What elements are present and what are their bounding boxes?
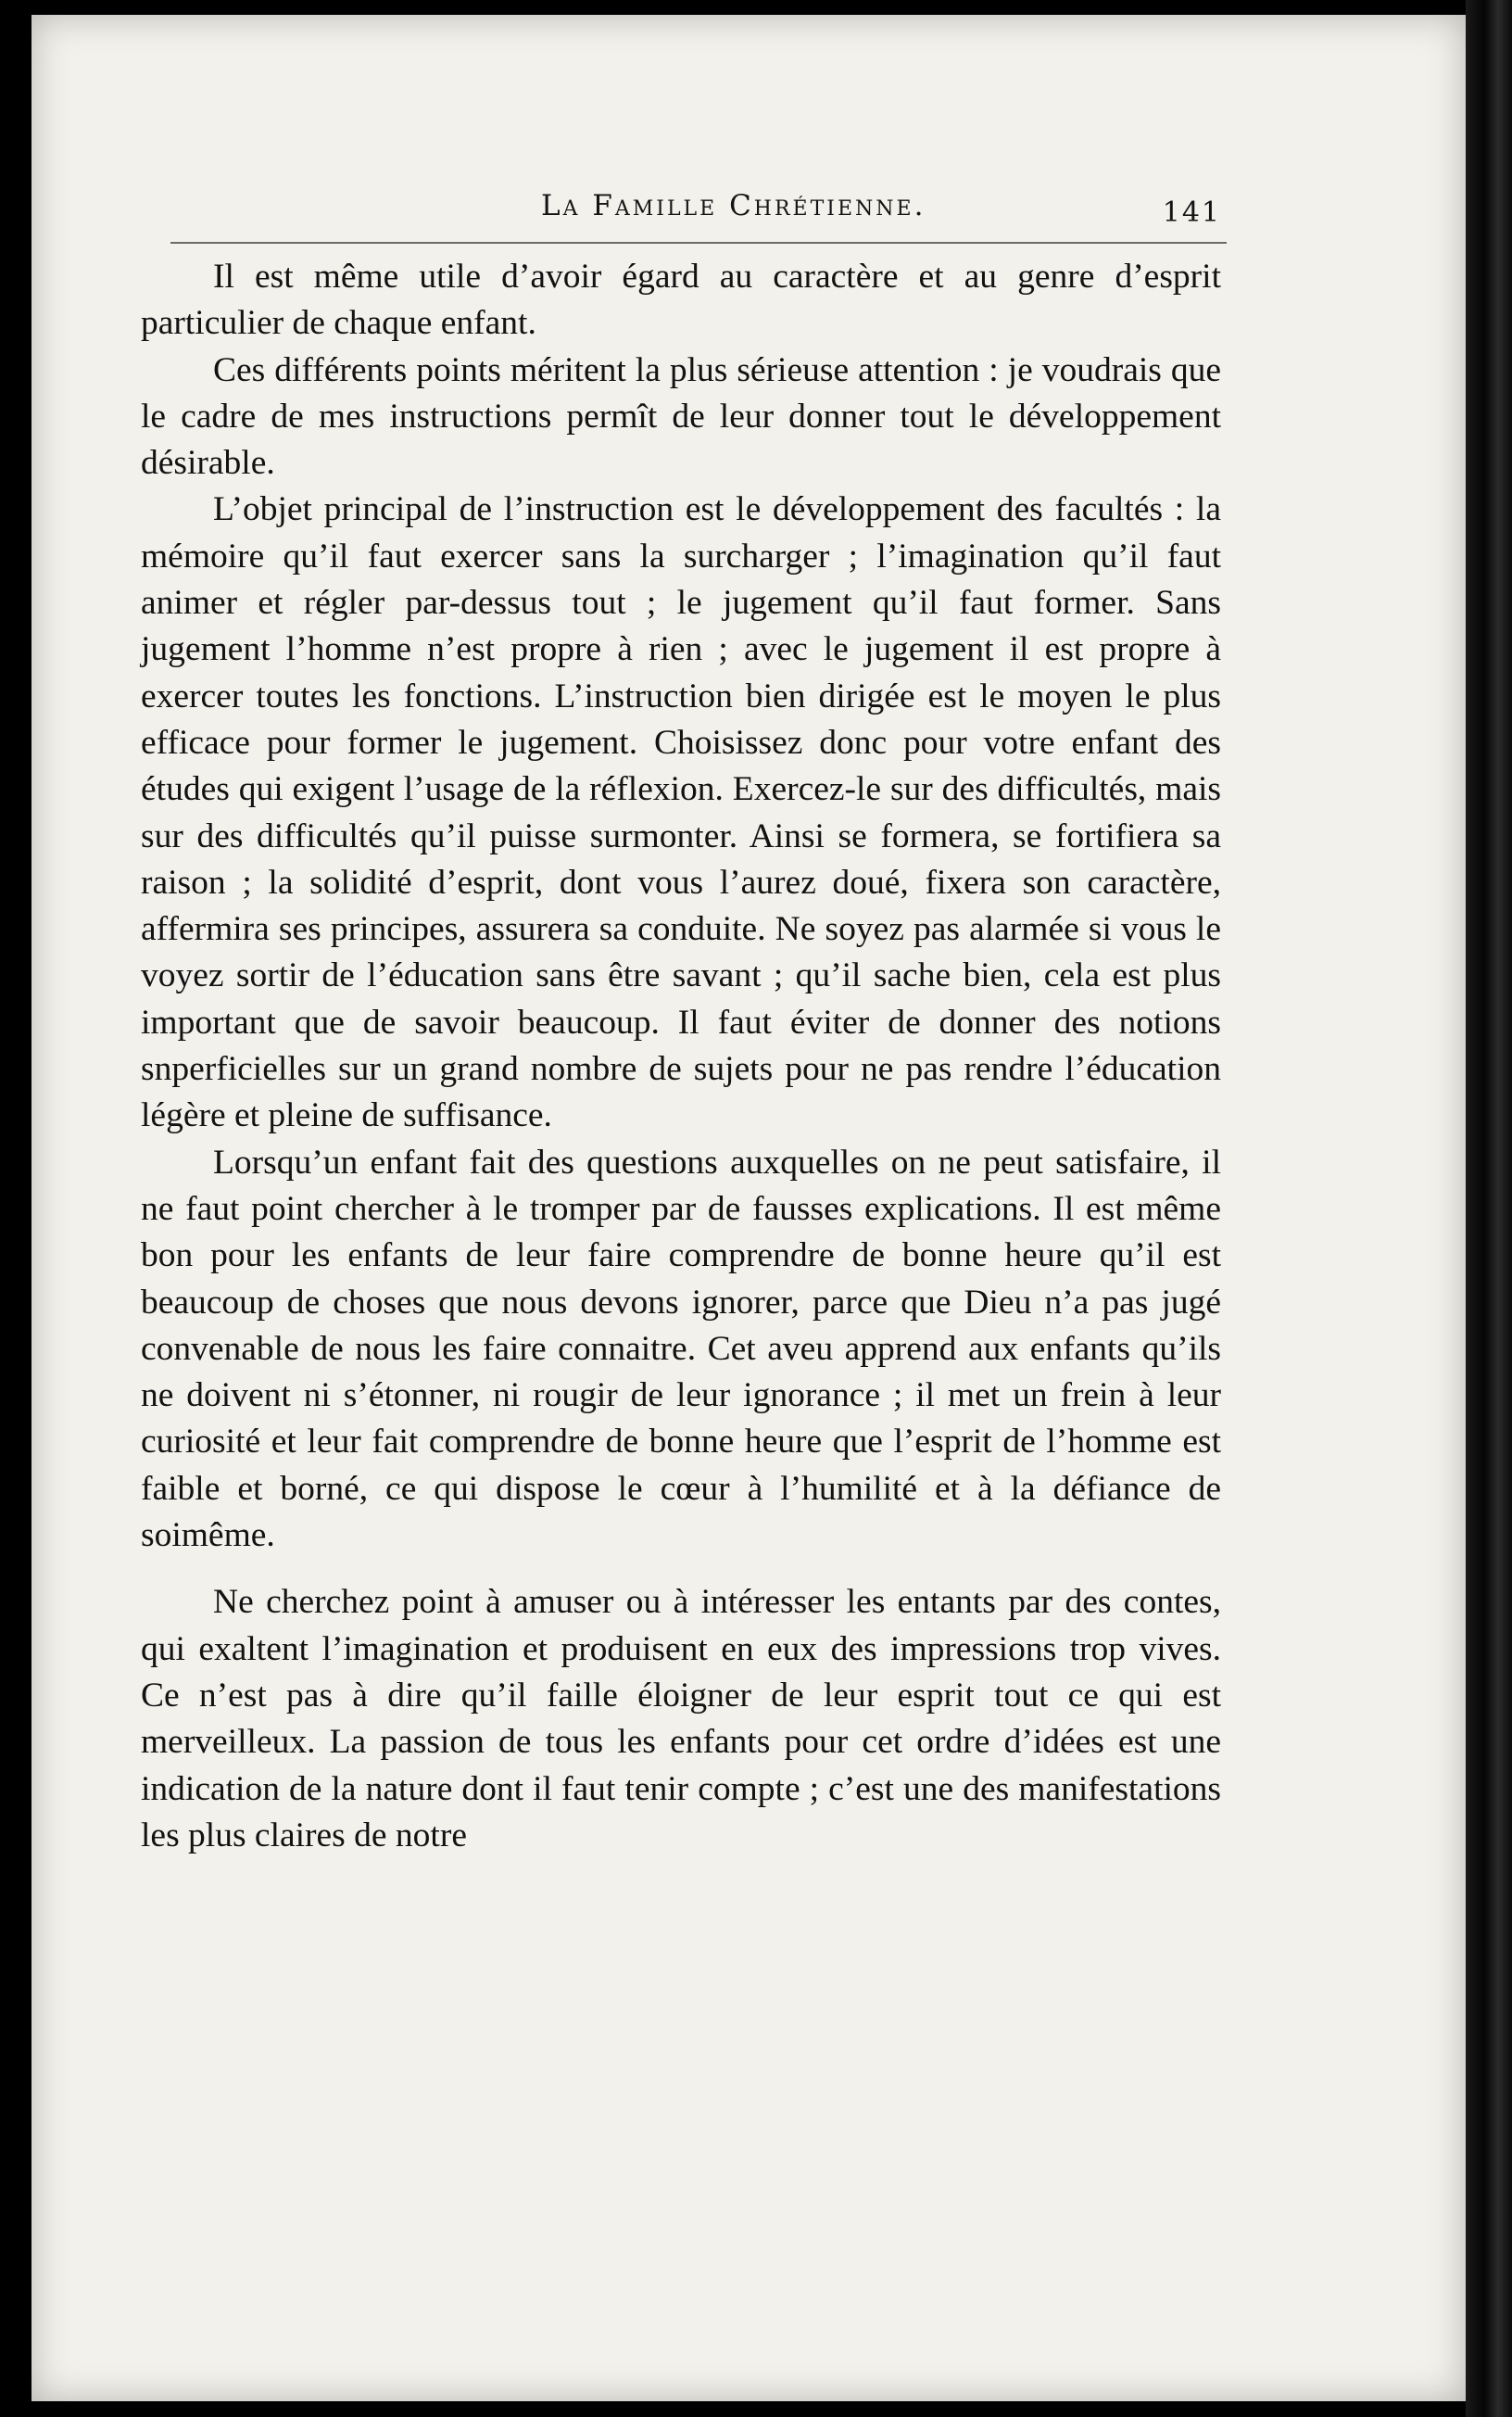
header-rule xyxy=(170,242,1227,244)
paragraph-1: Il est même utile d’avoir égard au caractère et au genre d’esprit particulier de chaque enfant. xyxy=(141,258,1221,343)
book-page xyxy=(32,15,1466,2401)
page-body xyxy=(141,254,1221,1859)
page-number: 141 xyxy=(1162,196,1221,229)
paragraph-4: Lorsqu’un enfant fait des questions auxquelles on ne peut satisfaire, il ne faut point chercher à le tromper par de fausses explications. Il est même bon pour les enfants de leur faire comprendre de bonne heure qu’il est beaucoup de choses que nous devons ignorer, parce que Dieu n’a pas jugé convenable de nous les faire connaitre. Cet aveu apprend aux enfants qu’ils ne doivent ni s’étonner, ni rougir de leur ignorance ; il met un frein à leur curiosité et leur fait comprendre de bonne heure que l’esprit de l’homme est faible et borné, ce qui dispose le cœur à l’humilité et à la défiance de soimême. xyxy=(141,1143,1221,1555)
page-header xyxy=(170,189,1254,245)
book-binding-edge xyxy=(1466,0,1512,2417)
paragraph-5: Ne cherchez point à amuser ou à intéresser les entants par des contes, qui exaltent l’imagination et produisent en eux des impressions trop vives. Ce n’est pas à dire qu’il faille éloigner de leur esprit tout ce qui est merveilleux. La passion de tous les enfants pour cet ordre d’idées est une indication de la nature dont il faut tenir compte ; c’est une des manifestations les plus claires de notre xyxy=(141,1583,1221,1854)
running-title: La Famille Chrétienne. xyxy=(541,189,926,222)
paragraph-3: L’objet principal de l’instruction est le développement des facultés : la mémoire qu’il faut exercer sans la surcharger ; l’imagination qu’il faut animer et régler par-dessus tout ; le jugement qu’il faut former. Sans jugement l’homme n’est propre à rien ; avec le jugement il est propre à exercer toutes les fonctions. L’instruction bien dirigée est le moyen le plus efficace pour former le jugement. Choisissez donc pour votre enfant des études qui exigent l’usage de la réflexion. Exercez-le sur des difficultés, mais sur des difficultés qu’il puisse surmonter. Ainsi se formera, se fortifiera sa raison ; la solidité d’esprit, dont vous l’aurez doué, fixera son caractère, affermira ses principes, assurera sa conduite. Ne soyez pas alarmée si vous le voyez sortir de l’éducation sans être savant ; qu’il sache bien, cela est plus important que de savoir beaucoup. Il faut éviter de donner des notions snperficielles sur un grand nombre de sujets pour ne pas rendre l’éducation légère et pleine de suffisance. xyxy=(141,490,1221,1135)
paragraph-2: Ces différents points méritent la plus sérieuse attention : je voudrais que le cadre de mes instructions permît de leur donner tout le développement désirable. xyxy=(141,350,1221,483)
